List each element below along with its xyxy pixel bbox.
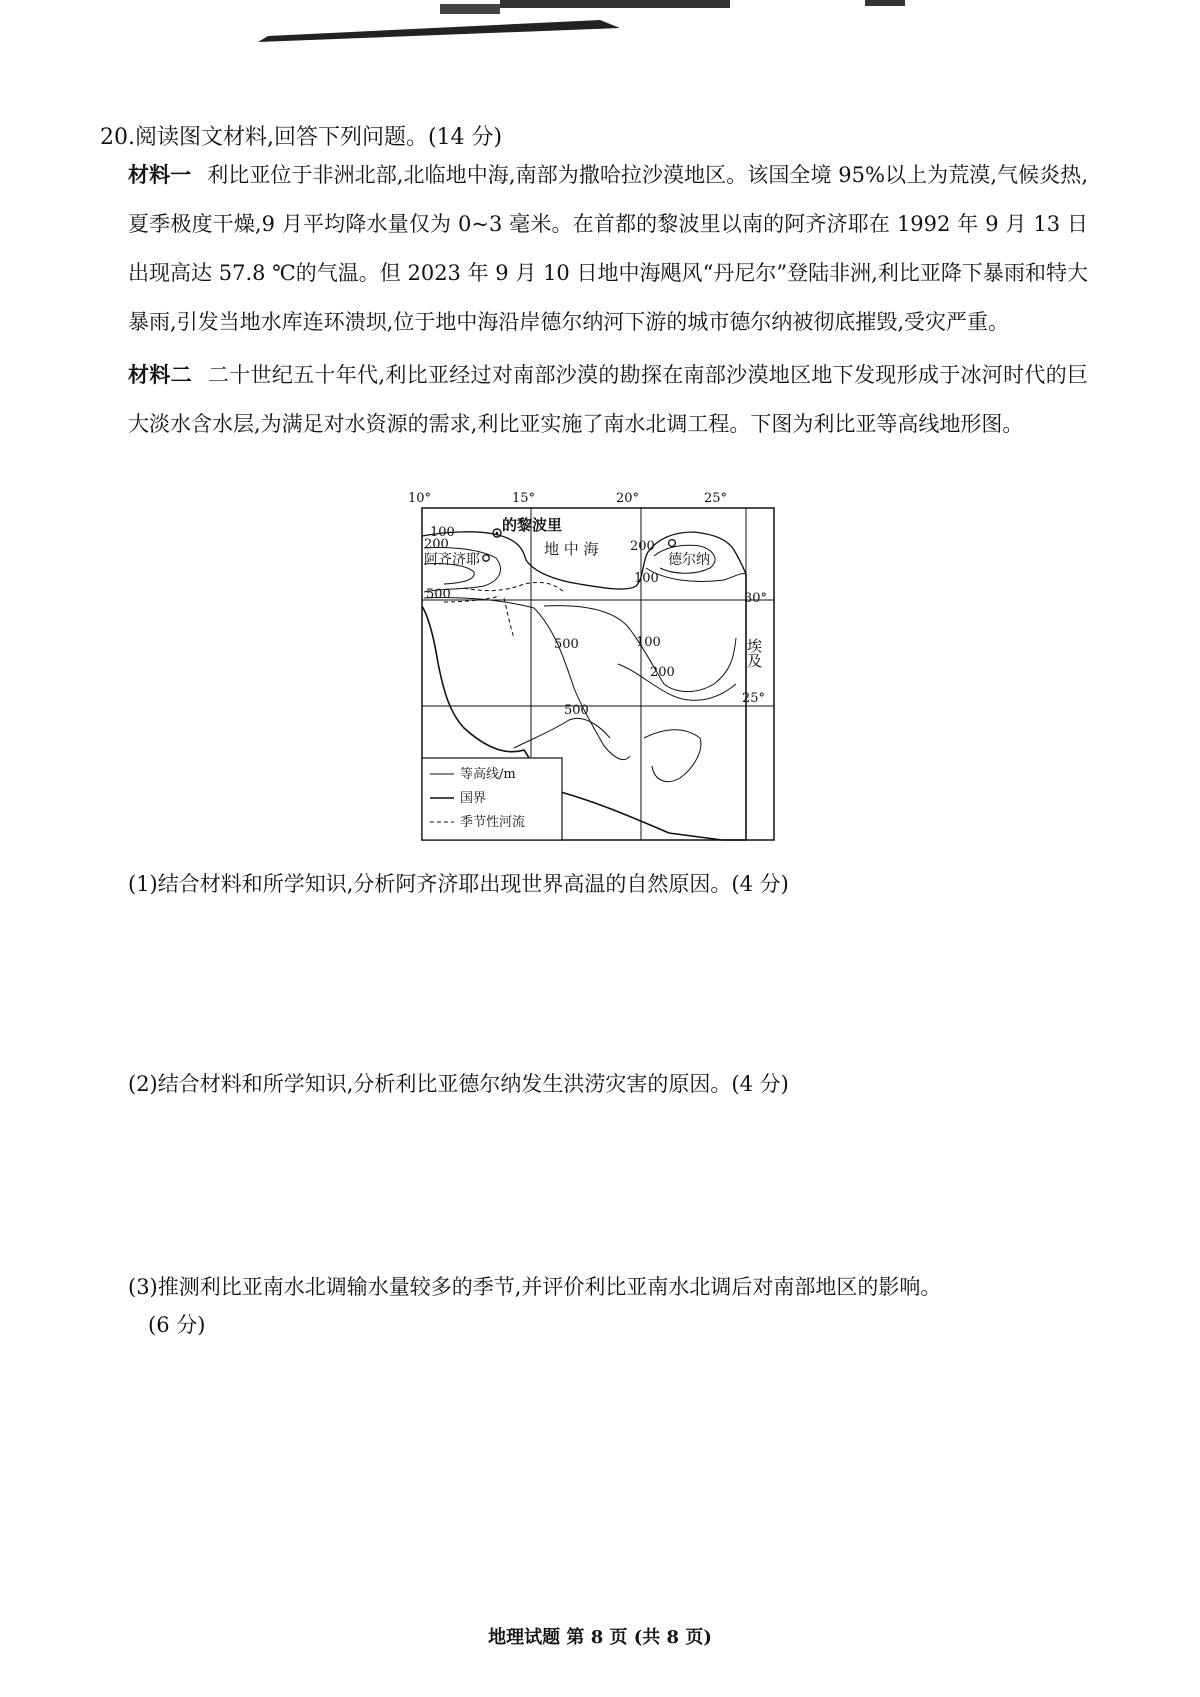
tripoli-label: 的黎波里 [502, 516, 563, 534]
contour-label-500-c: 500 [554, 637, 579, 652]
contour-label-500-nw: 500 [426, 587, 451, 602]
mediterranean-label: 地 中 海 [544, 540, 599, 558]
longitude-label-25: 25° [704, 491, 728, 506]
contour-500-s [514, 718, 610, 748]
subquestion-3-line-1: (3)推测利比亚南水北调输水量较多的季节,并评价利比亚南水北调后对南部地区的影响。 [128, 1275, 942, 1299]
seasonal-river-2 [504, 598, 514, 638]
legend-river-label: 季节性河流 [460, 815, 526, 830]
contour-label-200-e: 200 [650, 665, 675, 680]
question-title: 20.阅读图文材料,回答下列问题。(14 分) [100, 125, 503, 150]
contour-label-500-s: 500 [564, 703, 589, 718]
contour-label-200-ne: 200 [630, 539, 655, 554]
contour-label-100-nw: 100 [430, 525, 455, 540]
egypt-label: 埃及 [745, 638, 763, 668]
material-2 [128, 350, 1088, 449]
legend-border-label: 国界 [460, 791, 487, 806]
legend-contour-label: 等高线/m [460, 767, 516, 782]
material-2-label: 材料二 [128, 362, 192, 387]
material-1-text: 利比亚位于非洲北部,北临地中海,南部为撒哈拉沙漠地区。该国全境 95%以上为荒漠,气候炎热,夏季极度干燥,9 月平均降水量仅为 0~3 毫米。在首都的黎波里以南的阿齐济耶在 1992 年 9 月 13 日出现高达 57.8 ℃的气温。但 2023 年 9 月 10 日地中海飓风“丹尼尔”登陆非洲,利比亚降下暴雨和特大暴雨,引发当地水库连环溃坝,位于地中海沿岸德尔纳河下游的城市德尔纳被彻底摧毁,受灾严重。 [128, 163, 1088, 334]
contour-label-200-nw: 200 [424, 537, 449, 552]
subquestion-1: (1)结合材料和所学知识,分析阿齐济耶出现世界高温的自然原因。(4 分) [128, 872, 789, 896]
libya-contour-map [404, 488, 804, 858]
page-footer: 地理试题 第 8 页 (共 8 页) [488, 1627, 712, 1648]
material-2-text: 二十世纪五十年代,利比亚经过对南部沙漠的勘探在南部沙漠地区地下发现形成于冰河时代的巨大淡水含水层,为满足对水资源的需求,利比亚实施了南水北调工程。下图为利比亚等高线地形图。 [128, 363, 1089, 436]
derna-marker [669, 540, 676, 547]
subquestion-3-line-2: (6 分) [148, 1313, 206, 1337]
latitude-label-25: 25° [742, 691, 766, 706]
subquestion-2: (2)结合材料和所学知识,分析利比亚德尔纳发生洪涝灾害的原因。(4 分) [128, 1072, 789, 1096]
longitude-label-15: 15° [512, 491, 536, 506]
material-1 [128, 150, 1088, 347]
material-1-label: 材料一 [128, 162, 192, 187]
derna-label: 德尔纳 [668, 552, 710, 568]
scan-artifact-top [0, 0, 1200, 60]
aziziya-marker [483, 555, 489, 561]
aziziya-label: 阿齐济耶 [424, 552, 480, 568]
contour-200-e [618, 664, 736, 700]
contour-500-c [424, 597, 630, 759]
latitude-label-30: 30° [744, 591, 768, 606]
seasonal-river-3 [444, 596, 500, 602]
contour-closed-s [644, 730, 701, 782]
map-svg [404, 488, 804, 858]
longitude-label-10: 10° [408, 491, 432, 506]
contour-label-100-ne: 100 [634, 571, 659, 586]
contour-100-ne [646, 568, 746, 582]
contour-label-100-e: 100 [636, 635, 661, 650]
subquestion-3 [128, 1268, 1108, 1344]
longitude-label-20: 20° [616, 491, 640, 506]
